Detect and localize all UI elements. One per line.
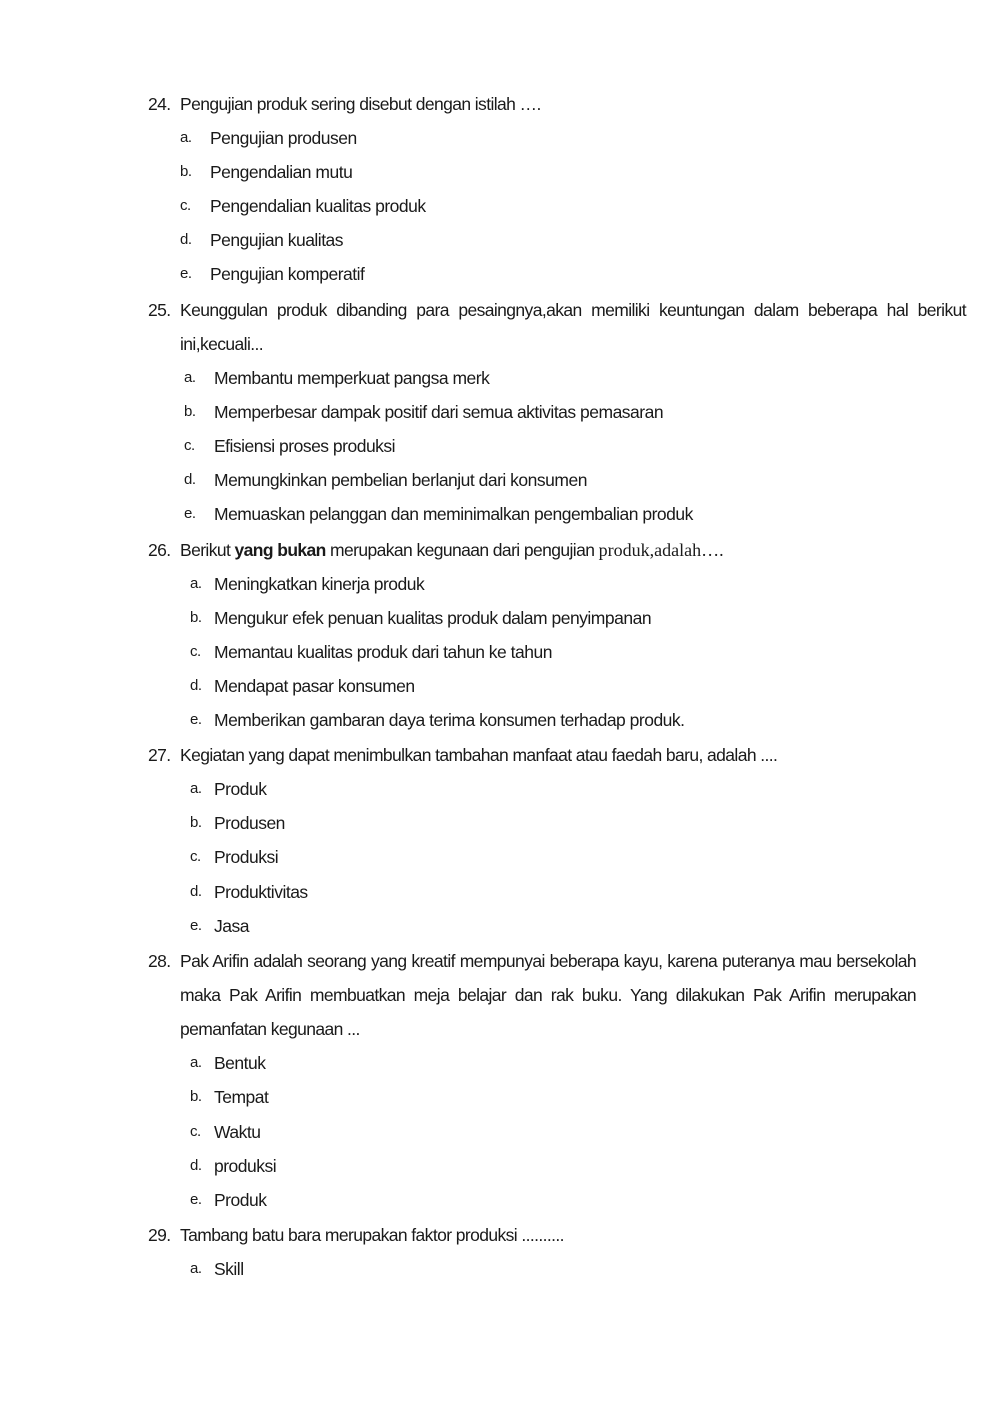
question-26 (148, 533, 966, 567)
option-letter: c. (180, 197, 191, 214)
question-text-emphasis: yang bukan (234, 540, 326, 560)
question-number: 24. (148, 94, 171, 114)
option-letter: e. (190, 917, 202, 934)
option-text: Tempat (214, 1087, 269, 1107)
option-letter: d. (190, 1157, 202, 1174)
question-number: 27. (148, 745, 171, 765)
question-text-part: merupakan kegunaan dari pengujian (325, 540, 599, 560)
option-letter: c. (190, 1123, 201, 1140)
option-letter: a. (190, 1260, 202, 1277)
option-letter: b. (190, 609, 202, 626)
question-number: 29. (148, 1225, 171, 1245)
option-text: Memantau kualitas produk dari tahun ke tahun (214, 642, 552, 662)
question-28 (148, 944, 916, 1046)
option-text: Membantu memperkuat pangsa merk (214, 368, 490, 388)
question-text-part: Berikut (180, 540, 235, 560)
question-29 (148, 1218, 966, 1252)
option-text: Produktivitas (214, 882, 308, 902)
option-text: Memuaskan pelanggan dan meminimalkan pengembalian produk (214, 504, 693, 524)
question-text: Pengujian produk sering disebut dengan istilah …. (180, 94, 541, 114)
question-text-serif: produk,adalah…. (598, 540, 724, 560)
option-text: Pengujian komperatif (210, 264, 365, 284)
option-text: Mendapat pasar konsumen (214, 676, 415, 696)
option-text: Mengukur efek penuan kualitas produk dalam penyimpanan (214, 608, 652, 628)
question-number: 26. (148, 540, 171, 560)
question-text: Keunggulan produk dibanding para pesaingnya,akan memiliki keuntungan dalam beberapa hal berikut ini,kecuali... (180, 300, 966, 354)
option-letter: a. (180, 129, 192, 146)
option-letter: b. (190, 814, 202, 831)
option-letter: c. (190, 848, 201, 865)
question-text: Kegiatan yang dapat menimbulkan tambahan manfaat atau faedah baru, adalah .... (180, 745, 778, 765)
question-number: 25. (148, 300, 171, 320)
question-text (180, 533, 966, 567)
option-letter: a. (190, 575, 202, 592)
question-text: Tambang batu bara merupakan faktor produksi .......... (180, 1225, 564, 1245)
option-text: Produksi (214, 847, 279, 867)
option-text: Jasa (214, 916, 249, 936)
question-text: Pak Arifin adalah seorang yang kreatif mempunyai beberapa kayu, karena puteranya mau bersekolah maka Pak Arifin membuatkan meja belajar dan rak buku. Yang dilakukan Pak Arifin merupakan pemanfatan kegunaan ... (180, 951, 916, 1039)
option-letter: a. (190, 780, 202, 797)
option-letter: d. (190, 883, 202, 900)
option-letter: c. (184, 437, 195, 454)
option-letter: a. (190, 1054, 202, 1071)
option-text: Skill (214, 1259, 244, 1279)
option-letter: d. (190, 677, 202, 694)
option-text: Pengujian produsen (210, 128, 357, 148)
option-letter: d. (184, 471, 196, 488)
option-letter: e. (184, 505, 196, 522)
option-letter: b. (180, 163, 192, 180)
option-text: produksi (214, 1156, 277, 1176)
option-text: Produk (214, 779, 267, 799)
option-text: Bentuk (214, 1053, 266, 1073)
option-letter: d. (180, 231, 192, 248)
question-24 (148, 87, 966, 121)
option-text: Memungkinkan pembelian berlanjut dari konsumen (214, 470, 587, 490)
option-letter: e. (180, 265, 192, 282)
question-number: 28. (148, 951, 171, 971)
option-text: Produsen (214, 813, 285, 833)
option-text: Pengendalian mutu (210, 162, 353, 182)
option-text: Memberikan gambaran daya terima konsumen terhadap produk. (214, 710, 685, 730)
option-letter: e. (190, 711, 202, 728)
option-letter: b. (190, 1088, 202, 1105)
option-text: Waktu (214, 1122, 261, 1142)
option-letter: b. (184, 403, 196, 420)
option-letter: e. (190, 1191, 202, 1208)
option-text: Pengujian kualitas (210, 230, 344, 250)
option-letter: c. (190, 643, 201, 660)
question-27 (148, 738, 966, 772)
option-letter: a. (184, 369, 196, 386)
question-25 (148, 293, 966, 361)
option-text: Produk (214, 1190, 267, 1210)
option-text: Memperbesar dampak positif dari semua aktivitas pemasaran (214, 402, 664, 422)
option-text: Pengendalian kualitas produk (210, 196, 426, 216)
option-text: Efisiensi proses produksi (214, 436, 396, 456)
option-text: Meningkatkan kinerja produk (214, 574, 425, 594)
